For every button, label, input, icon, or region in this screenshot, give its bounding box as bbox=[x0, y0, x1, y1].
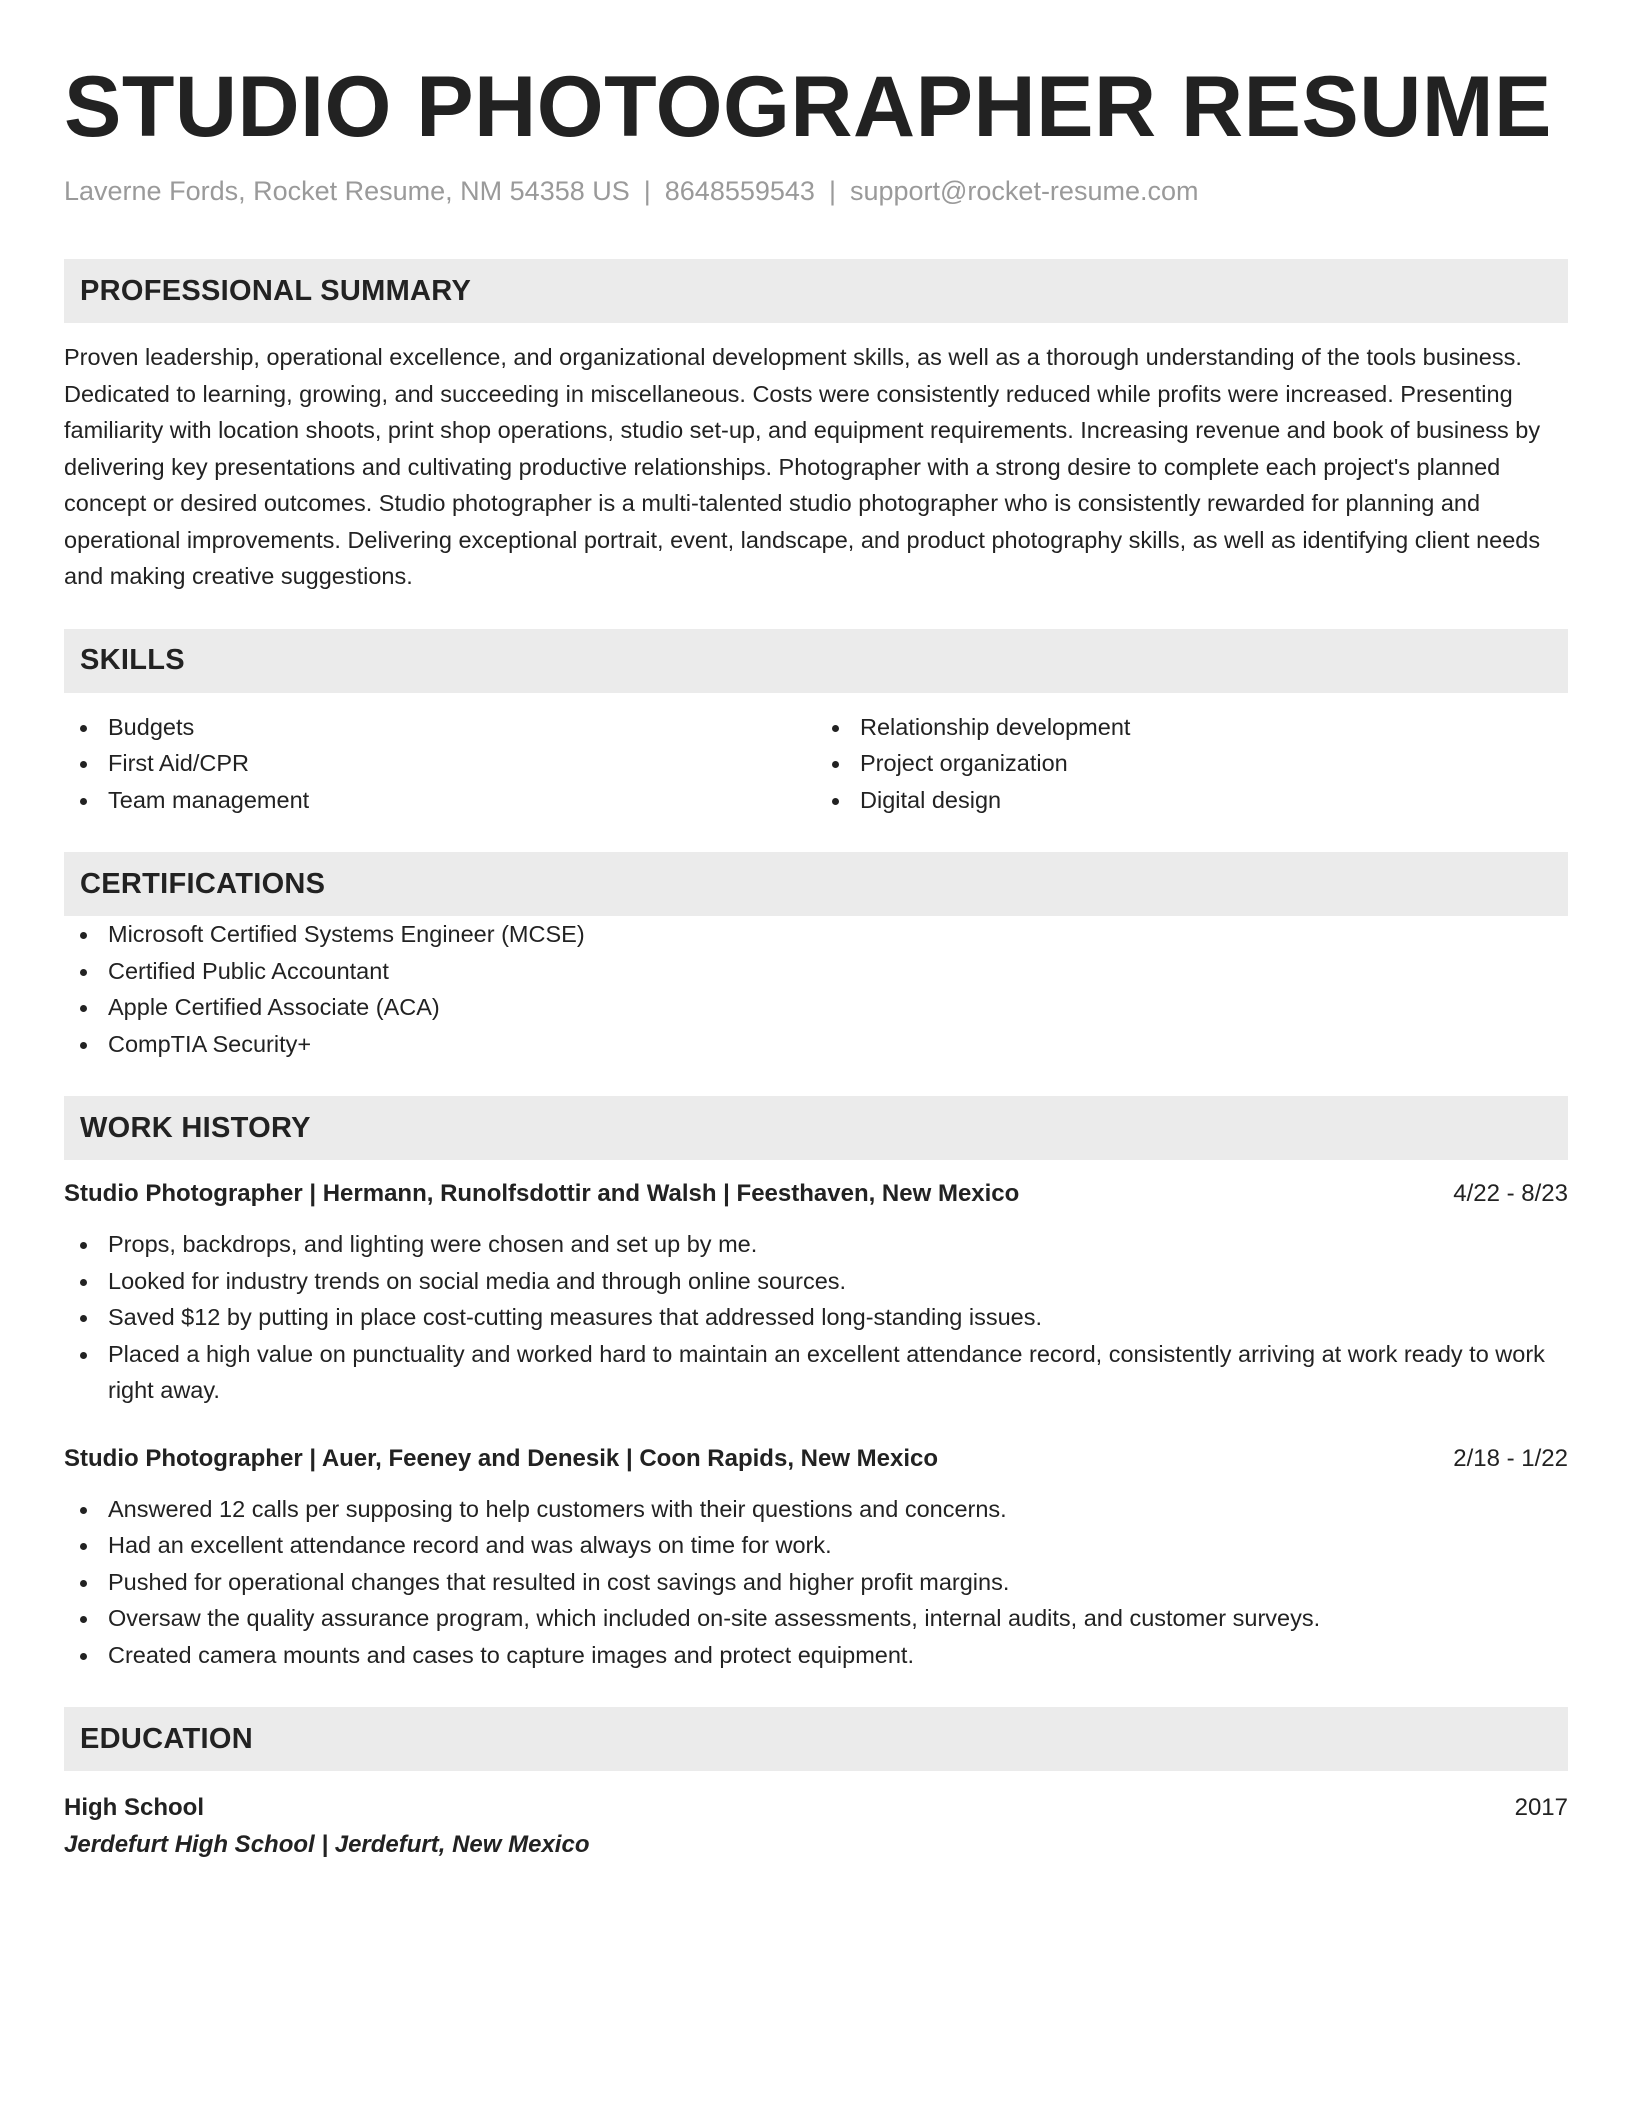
contact-separator: | bbox=[828, 176, 836, 206]
education-year: 2017 bbox=[1514, 1794, 1568, 1821]
skill-item: Budgets bbox=[64, 709, 816, 746]
job-entry bbox=[64, 1176, 1568, 1409]
job-bullet: Pushed for operational changes that resulted in cost savings and higher profit margins. bbox=[64, 1564, 1568, 1601]
certification-item: CompTIA Security+ bbox=[64, 1026, 1568, 1063]
certifications-list bbox=[64, 916, 1568, 1062]
certification-item: Certified Public Accountant bbox=[64, 953, 1568, 990]
job-bullets bbox=[64, 1226, 1568, 1409]
job-bullet: Saved $12 by putting in place cost-cutting measures that addressed long-standing issues. bbox=[64, 1299, 1568, 1336]
skill-item: First Aid/CPR bbox=[64, 745, 816, 782]
job-bullet: Created camera mounts and cases to capture images and protect equipment. bbox=[64, 1637, 1568, 1674]
contact-line bbox=[64, 176, 1568, 207]
contact-email: support@rocket-resume.com bbox=[849, 176, 1199, 206]
skill-item: Digital design bbox=[816, 782, 1568, 819]
job-bullet: Oversaw the quality assurance program, which included on-site assessments, internal audits, and customer surveys. bbox=[64, 1600, 1568, 1637]
job-title: Studio Photographer | Auer, Feeney and Denesik | Coon Rapids, New Mexico bbox=[64, 1444, 939, 1472]
job-dates: 4/22 - 8/23 bbox=[1453, 1180, 1568, 1207]
job-bullet: Had an excellent attendance record and was always on time for work. bbox=[64, 1527, 1568, 1564]
skill-item: Relationship development bbox=[816, 709, 1568, 746]
contact-address: Laverne Fords, Rocket Resume, NM 54358 US bbox=[64, 176, 630, 206]
job-entry bbox=[64, 1441, 1568, 1674]
summary-text: Proven leadership, operational excellence, and organizational development skills, as well as a thorough understanding of the tools business. Dedicated to learning, growing, and succeeding in miscellaneous. Costs were consistently reduced while profits were increased. Presenting familiarity with location shoots, print shop operations, studio set-up, and equipment requirements. Increasing revenue and book of business by delivering key presentations and cultivating productive relationships. Photographer with a strong desire to complete each project's planned concept or desired outcomes. Studio photographer is a multi-talented studio photographer who is consistently rewarded for planning and operational improvements. Delivering exceptional portrait, event, landscape, and product photography skills, as well as identifying client needs and making creative suggestions. bbox=[64, 344, 1541, 589]
section-heading-summary: PROFESSIONAL SUMMARY bbox=[64, 259, 1568, 323]
job-bullets bbox=[64, 1491, 1568, 1674]
education-degree: High School bbox=[64, 1794, 204, 1821]
skill-item: Team management bbox=[64, 782, 816, 819]
certification-item: Microsoft Certified Systems Engineer (MCSE) bbox=[64, 916, 1568, 953]
education-school: Jerdefurt High School | Jerdefurt, New Mexico bbox=[64, 1831, 590, 1858]
skills-column-right bbox=[816, 709, 1568, 819]
section-heading-work-history: WORK HISTORY bbox=[64, 1096, 1568, 1160]
section-heading-skills: SKILLS bbox=[64, 629, 1568, 693]
education-entry bbox=[64, 1789, 1568, 1863]
section-heading-certifications: CERTIFICATIONS bbox=[64, 852, 1568, 916]
section-heading-education: EDUCATION bbox=[64, 1707, 1568, 1771]
skill-item: Project organization bbox=[816, 745, 1568, 782]
job-bullet: Looked for industry trends on social media and through online sources. bbox=[64, 1263, 1568, 1300]
job-bullet: Answered 12 calls per supposing to help customers with their questions and concerns. bbox=[64, 1491, 1568, 1528]
contact-phone: 8648559543 bbox=[664, 176, 815, 206]
contact-separator: | bbox=[643, 176, 651, 206]
job-bullet: Placed a high value on punctuality and worked hard to maintain an excellent attendance record, consistently arriving at work ready to work right away. bbox=[64, 1336, 1568, 1409]
resume-title: STUDIO PHOTOGRAPHER RESUME bbox=[64, 59, 1552, 155]
skills-column-left bbox=[64, 709, 816, 819]
certification-item: Apple Certified Associate (ACA) bbox=[64, 989, 1568, 1026]
job-bullet: Props, backdrops, and lighting were chosen and set up by me. bbox=[64, 1226, 1568, 1263]
skills-list bbox=[64, 709, 1568, 819]
job-dates: 2/18 - 1/22 bbox=[1453, 1444, 1568, 1472]
job-title: Studio Photographer | Hermann, Runolfsdottir and Walsh | Feesthaven, New Mexico bbox=[64, 1180, 1020, 1207]
